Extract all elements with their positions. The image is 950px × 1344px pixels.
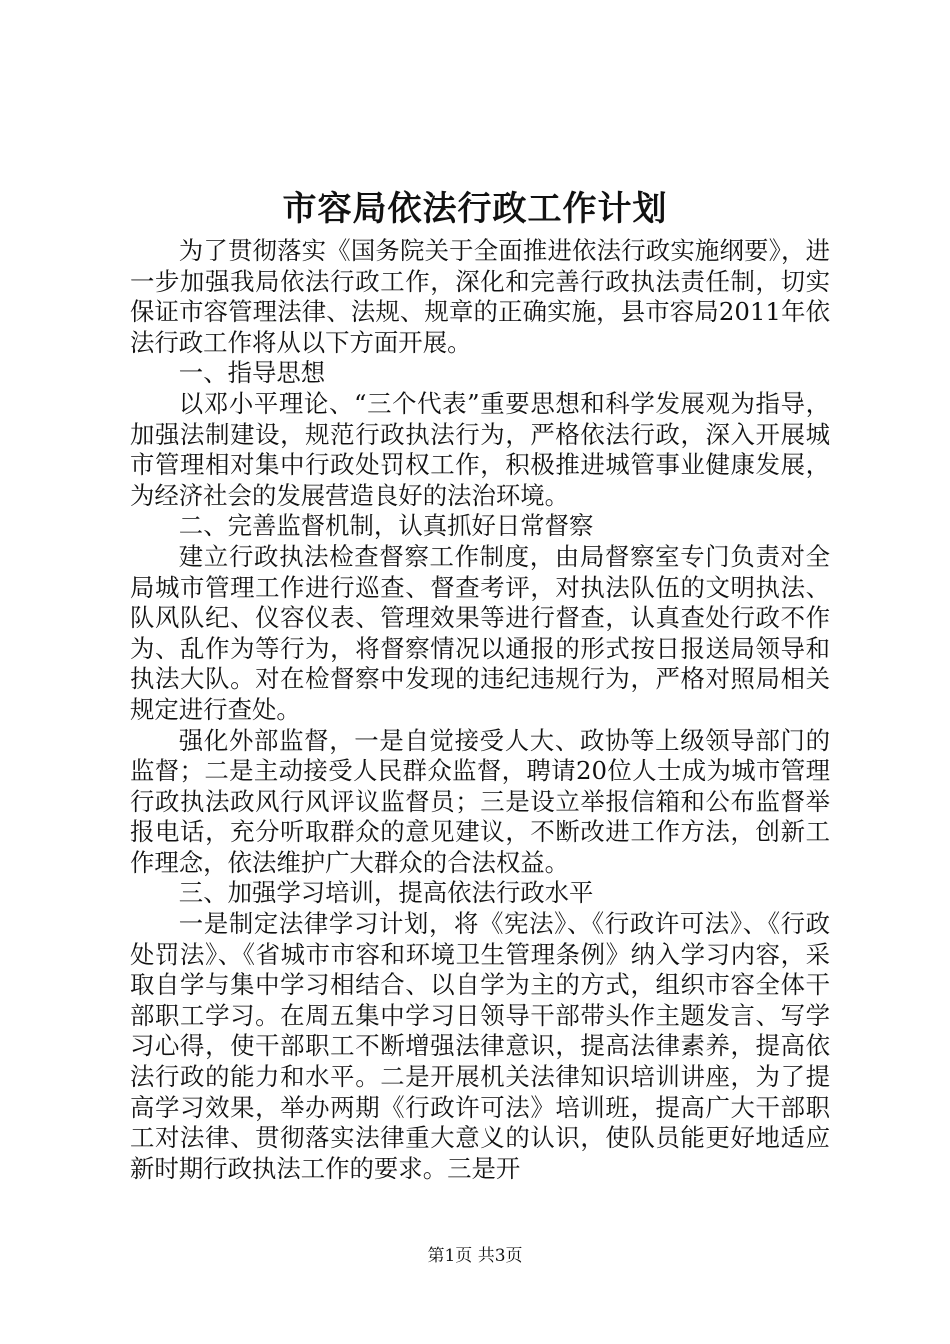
intro-paragraph: 为了贯彻落实《国务院关于全面推进依法行政实施纲要》，进一步加强我局依法行政工作，深化和完善行政执法责任制，切实保证市容管理法律、法规、规章的正确实施，县市容局2011年依法行政工作将从以下方面开展。 xyxy=(130,236,830,357)
document-body xyxy=(130,236,830,1184)
section-heading-guiding-thought: 一、指导思想 xyxy=(178,358,326,388)
page-number-footer: 第1页 共3页 xyxy=(427,1246,523,1266)
body-paragraph: 建立行政执法检查督察工作制度，由局督察室专门负责对全局城市管理工作进行巡查、督查考评，对执法队伍的文明执法、队风队纪、仪容仪表、管理效果等进行督查，认真查处行政不作为、乱作为等行为，将督察情况以通报的形式按日报送局领导和执法大队。对在检督察中发现的违纪违规行为，严格对照局相关规定进行查处。 xyxy=(130,541,830,724)
body-paragraph: 以邓小平理论、“三个代表”重要思想和科学发展观为指导，加强法制建设，规范行政执法行为，严格依法行政，深入开展城市管理相对集中行政处罚权工作，积极推进城管事业健康发展，为经济社会的发展营造良好的法治环境。 xyxy=(130,388,830,510)
document-title: 市容局依法行政工作计划 xyxy=(282,189,668,229)
body-paragraph: 强化外部监督，一是自觉接受人大、政协等上级领导部门的监督；二是主动接受人民群众监督，聘请20位人士成为城市管理行政执法政风行风评议监督员；三是设立举报信箱和公布监督举报电话，充分听取群众的意见建议，不断改进工作方法，创新工作理念，依法维护广大群众的合法权益。 xyxy=(130,725,830,877)
body-paragraph: 一是制定法律学习计划，将《宪法》、《行政许可法》、《行政处罚法》、《省城市市容和环境卫生管理条例》纳入学习内容，采取自学与集中学习相结合、以自学为主的方式，组织市容全体干部职工学习。在周五集中学习日领导干部带头作主题发言、写学习心得，使干部职工不断增强法律意识，提高法律素养，提高依法行政的能力和水平。二是开展机关法律知识培训讲座，为了提高学习效果，举办两期《行政许可法》培训班，提高广大干部职工对法律、贯彻落实法律重大意义的认识，使队员能更好地适应新时期行政执法工作的要求。三是开 xyxy=(130,909,830,1183)
section-heading-supervision: 二、完善监督机制，认真抓好日常督察 xyxy=(178,511,594,541)
section-heading-training: 三、加强学习培训，提高依法行政水平 xyxy=(178,878,594,908)
